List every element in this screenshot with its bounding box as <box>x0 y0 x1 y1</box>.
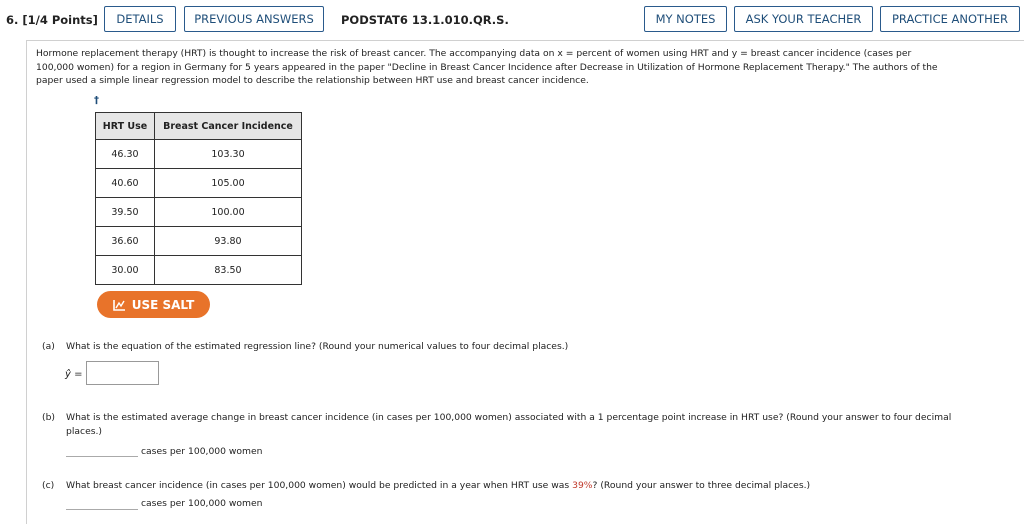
cell-hrt-use: 40.60 <box>96 169 155 198</box>
part-a-label: (a) <box>42 341 55 352</box>
practice-another-button[interactable]: PRACTICE ANOTHER <box>880 6 1020 32</box>
cell-incidence: 103.30 <box>155 140 302 169</box>
hrt-value-highlight: 39% <box>572 480 593 491</box>
cell-incidence: 100.00 <box>155 198 302 227</box>
regression-equation-input[interactable] <box>86 361 159 385</box>
part-b-label: (b) <box>42 412 56 423</box>
use-salt-button[interactable] <box>97 291 210 318</box>
question-number: 6. [1/4 Points] <box>6 13 98 27</box>
part-b-units: cases per 100,000 women <box>141 446 263 457</box>
part-a-question: What is the equation of the estimated regression line? (Round your numerical values to four decimal places.) <box>66 341 569 352</box>
intro-line: 100,000 women) for a region in Germany for 5 years appeared in the paper "Decline in Breast Cancer Incidence after Decrease in Utilization of Hormone Replacement Therapy." The authors of the <box>36 61 938 73</box>
cell-hrt-use: 39.50 <box>96 198 155 227</box>
details-button[interactable]: DETAILS <box>104 6 176 32</box>
previous-answers-button[interactable]: PREVIOUS ANSWERS <box>184 6 324 32</box>
table-row <box>96 256 302 285</box>
cell-incidence: 83.50 <box>155 256 302 285</box>
cell-incidence: 93.80 <box>155 227 302 256</box>
part-b-question-line: places.) <box>66 425 103 437</box>
my-notes-button[interactable]: MY NOTES <box>644 6 727 32</box>
cell-hrt-use: 30.00 <box>96 256 155 285</box>
table-row <box>96 140 302 169</box>
intro-line: paper used a simple linear regression model to describe the relationship between HRT use and breast cancer incidence. <box>36 75 589 86</box>
salt-chart-icon <box>113 299 126 311</box>
ask-teacher-button[interactable]: ASK YOUR TEACHER <box>734 6 873 32</box>
y-hat-label: ŷ = <box>65 369 83 380</box>
column-header-hrt-use: HRT Use <box>96 113 155 140</box>
part-c-question: What breast cancer incidence (in cases per 100,000 women) would be predicted in a year when HRT use was 39%? (Round your answer to three decimal places.) <box>66 480 811 491</box>
part-b-question <box>66 411 1011 438</box>
table-row <box>96 169 302 198</box>
footnote-dagger[interactable]: † <box>94 95 99 106</box>
average-change-input[interactable] <box>66 456 138 457</box>
part-c-label: (c) <box>42 480 55 491</box>
cell-incidence: 105.00 <box>155 169 302 198</box>
use-salt-label: USE SALT <box>131 297 195 312</box>
table-row <box>96 227 302 256</box>
question-header <box>0 0 1024 40</box>
table-row <box>96 198 302 227</box>
cell-hrt-use: 36.60 <box>96 227 155 256</box>
question-intro <box>36 47 1006 88</box>
cell-hrt-use: 46.30 <box>96 140 155 169</box>
predicted-incidence-input[interactable] <box>66 509 138 510</box>
points-label: [1/4 Points] <box>22 13 98 27</box>
column-header-incidence: Breast Cancer Incidence <box>155 113 302 140</box>
data-table <box>95 112 302 285</box>
part-c-units: cases per 100,000 women <box>141 498 263 509</box>
part-b-question-line: What is the estimated average change in breast cancer incidence (in cases per 100,000 women) associated with a 1 percentage point increase in HRT use? (Round your answer to four decimal <box>66 412 952 423</box>
question-code: PODSTAT6 13.1.010.QR.S. <box>341 13 509 27</box>
intro-line: Hormone replacement therapy (HRT) is thought to increase the risk of breast cancer. The accompanying data on x = percent of women using HRT and y = breast cancer incidence (cases per <box>36 48 912 59</box>
